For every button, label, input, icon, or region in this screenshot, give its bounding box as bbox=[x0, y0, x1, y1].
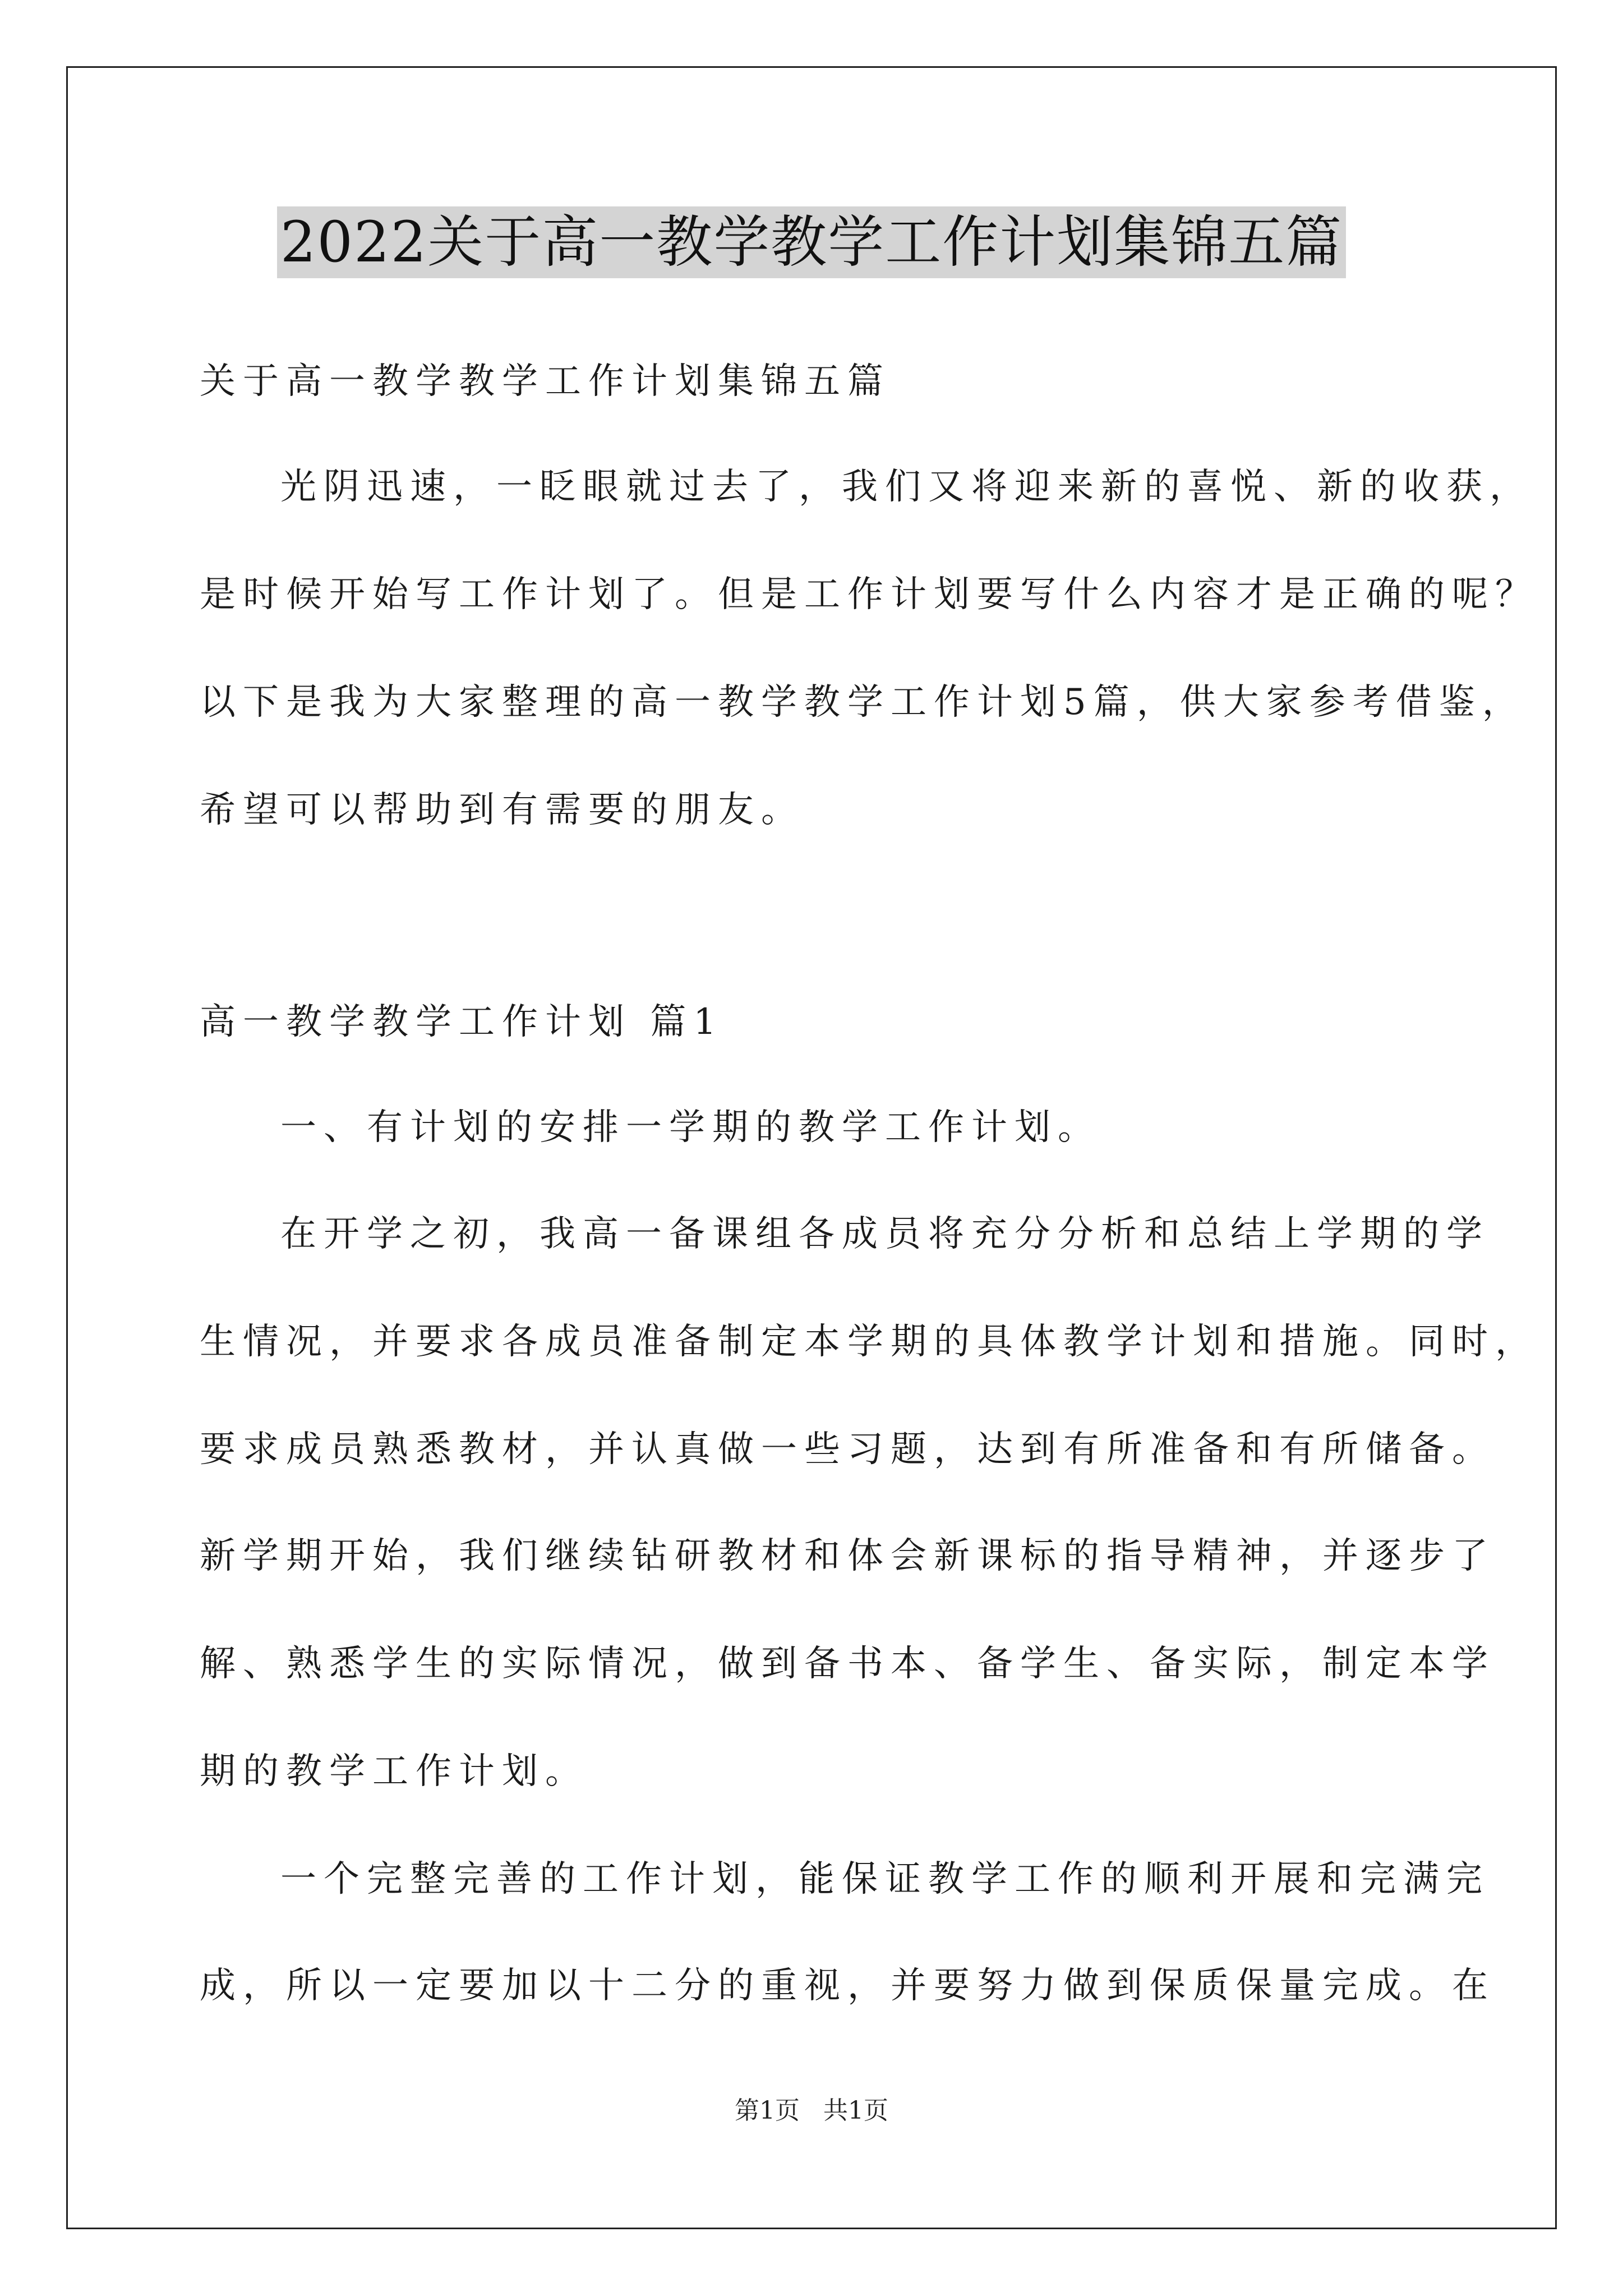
paragraph2-line-2: 成，所以一定要加以十二分的重视，并要努力做到保质保量完成。在 bbox=[200, 1965, 1495, 2007]
paragraph1-line-5: 解、熟悉学生的实际情况，做到备书本、备学生、备实际，制定本学 bbox=[200, 1643, 1495, 1685]
page-number-total: 共1页 bbox=[823, 2096, 888, 2125]
paragraph1-line-4: 新学期开始，我们继续钻研教材和体会新课标的指导精神，并逐步了 bbox=[200, 1535, 1495, 1577]
intro-line-4: 希望可以帮助到有需要的朋友。 bbox=[200, 789, 804, 831]
page-footer bbox=[0, 2097, 1623, 2125]
section-heading: 高一教学教学工作计划 篇1 bbox=[200, 1001, 724, 1043]
paragraph1-line-6: 期的教学工作计划。 bbox=[200, 1751, 588, 1792]
document-subtitle: 关于高一教学教学工作计划集锦五篇 bbox=[200, 361, 891, 402]
intro-line-1: 光阴迅速，一眨眼就过去了，我们又将迎来新的喜悦、新的收获， bbox=[280, 466, 1533, 508]
paragraph1-line-1: 在开学之初，我高一备课组各成员将充分分析和总结上学期的学 bbox=[280, 1213, 1490, 1255]
paragraph1-line-3: 要求成员熟悉教材，并认真做一些习题，达到有所准备和有所储备。 bbox=[200, 1429, 1495, 1470]
item-heading: 一、有计划的安排一学期的教学工作计划。 bbox=[280, 1107, 1101, 1148]
paragraph2-line-1: 一个完整完善的工作计划，能保证教学工作的顺利开展和完满完 bbox=[280, 1858, 1490, 1900]
intro-line-3: 以下是我为大家整理的高一教学教学工作计划5篇，供大家参考借鉴， bbox=[200, 682, 1525, 723]
intro-line-2: 是时候开始写工作计划了。但是工作计划要写什么内容才是正确的呢？ bbox=[200, 574, 1538, 615]
page-number-current: 第1页 bbox=[735, 2096, 800, 2125]
title-container bbox=[0, 206, 1623, 278]
document-title: 2022关于高一教学教学工作计划集锦五篇 bbox=[277, 206, 1347, 278]
paragraph1-line-2: 生情况，并要求各成员准备制定本学期的具体教学计划和措施。同时， bbox=[200, 1321, 1538, 1363]
